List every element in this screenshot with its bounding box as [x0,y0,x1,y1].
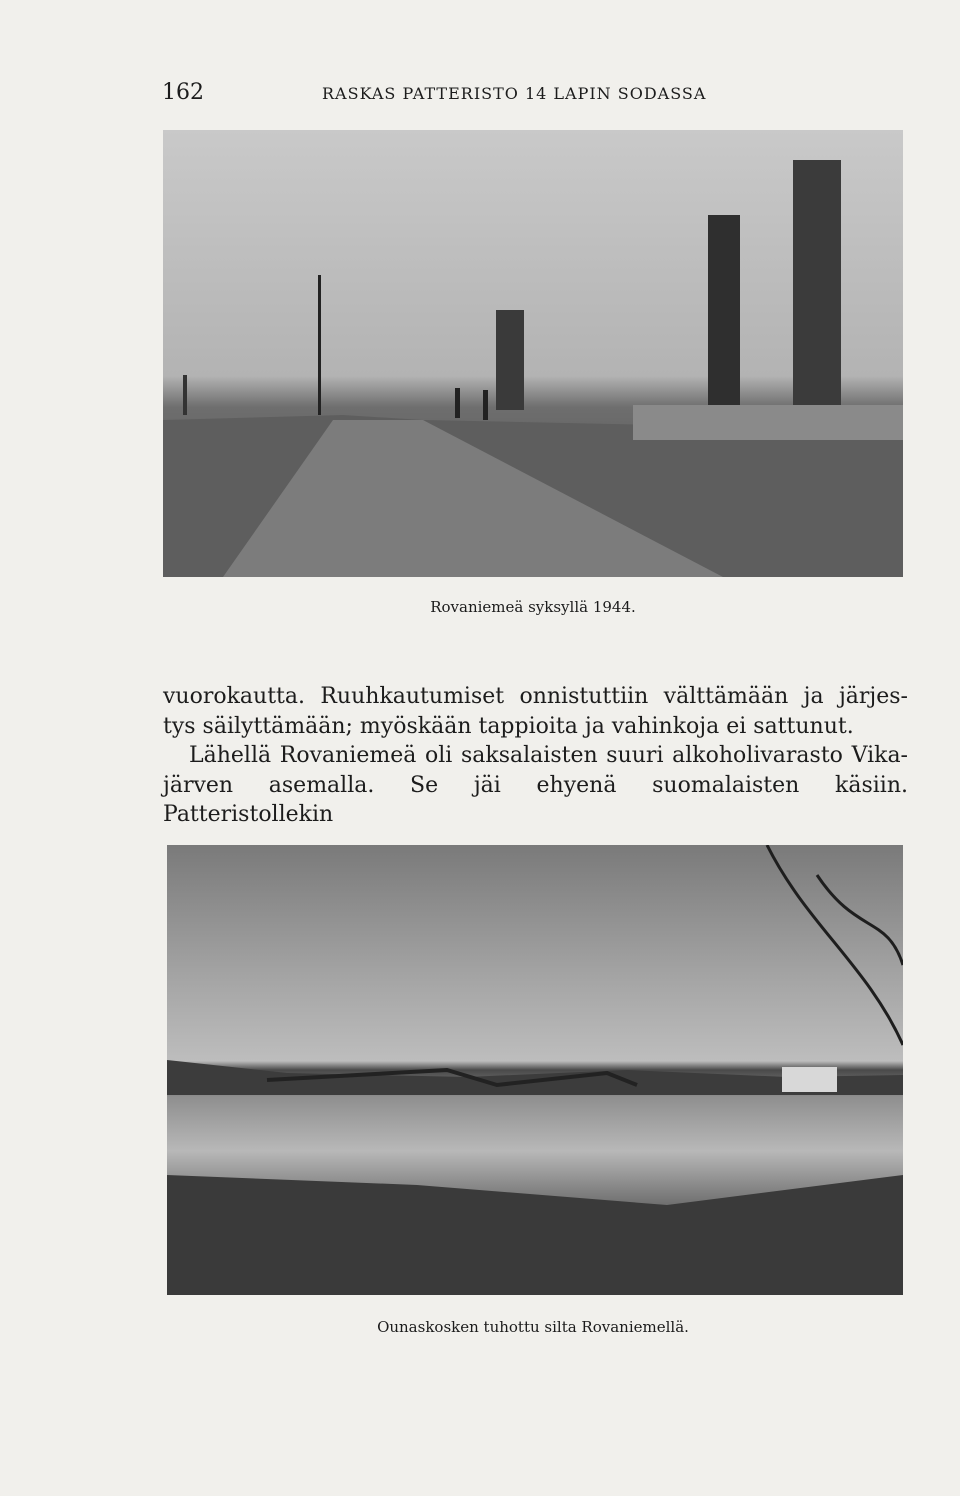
body-text [163,682,908,830]
figure-caption-1: Rovaniemeä syksyllä 1944. [430,598,636,616]
photo-rovaniemi-ruins [163,130,903,577]
body-line: järven asemalla. Se jäi ehyenä suomalaisten käsiin. Patteristollekin [163,772,908,827]
body-line: tys säilyttämään; myöskään tappioita ja vahinkoja ei sattunut. [163,713,854,739]
body-line: Lähellä Rovaniemeä oli saksalaisten suuri alkoholivarasto Vika- [189,743,908,768]
photo-destroyed-bridge [167,845,903,1295]
body-line: vuorokautta. Ruuhkautumiset onnistuttiin välttämään ja järjes- [163,684,908,709]
figure-caption-2: Ounaskosken tuhottu silta Rovaniemellä. [377,1318,689,1336]
page-number: 162 [162,80,204,105]
running-header: RASKAS PATTERISTO 14 LAPIN SODASSA [322,84,707,103]
